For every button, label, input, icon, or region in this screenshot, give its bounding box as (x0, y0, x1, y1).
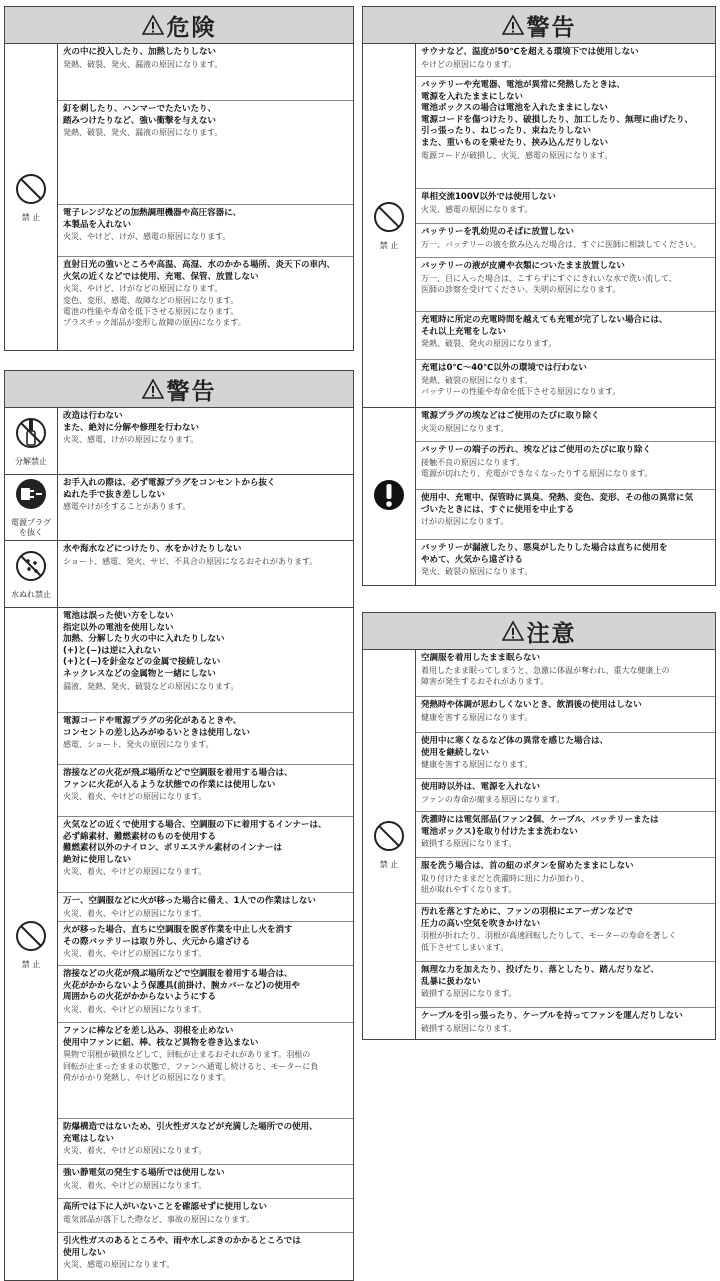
hazard-description: 健康を害する原因になります。 (421, 712, 533, 722)
hazard-heading: 本製品を入れない (63, 219, 132, 230)
hazard-heading: 単相交流100V以外では使用しない (421, 192, 556, 202)
hazard-heading: バッテリーの液が皮膚や衣類についたまま放置しない (421, 261, 625, 271)
hazard-description: 荷がかかり発熱し、やけどの原因になります。 (63, 1073, 231, 1082)
hazard-item (58, 1022, 353, 1118)
hazard-heading: 火の中に投入したり、加熱したりしない (63, 47, 217, 57)
hazard-heading: それ以上充電をしない (421, 326, 507, 337)
hazard-description: 電源が切れたり、充電ができなくなったりする原因になります。 (421, 469, 653, 478)
hazard-heading: 使用中ファンに紐、棒、枝など異物を巻き込まない (63, 1037, 259, 1048)
warning-triangle-icon (142, 378, 164, 400)
hazard-description: 健康を害する原因になります。 (421, 760, 533, 770)
hazard-item (416, 696, 715, 732)
hazard-heading: 踏みつけたりなど、強い衝撃を与えない (63, 115, 216, 126)
group-items (58, 541, 353, 607)
hazard-heading: 使用しない (63, 1247, 106, 1258)
hazard-group (5, 408, 353, 474)
hazard-heading: 服を洗う場合は、首の紐のボタンを留めたままにしない (421, 861, 634, 871)
hazard-heading: 電池ボックス)を取り付けたまま洗わない (421, 826, 578, 837)
hazard-heading: 溶接などの火花が飛ぶ場所などで空調服を着用する場合は、 (63, 969, 293, 979)
hazard-description: 発熱、破裂、発火、漏液の原因になります。 (63, 59, 223, 69)
hazard-description: プラスチック部品が変形し故障の原因になります。 (63, 318, 246, 328)
hazard-heading: 乱暴に扱わない (421, 976, 481, 987)
hazard-heading: バッテリーの端子の汚れ、埃などはご使用のたびに取り除く (421, 445, 652, 455)
hazard-heading: 直射日光の強いところや高温、高湿、水のかかる場所、炎天下の車内、 (63, 260, 336, 270)
caution-section (362, 650, 716, 1040)
hazard-item (416, 961, 715, 1007)
hazard-heading: ネックレスなどの金属物と一緒にしない (63, 668, 216, 679)
group-icon-cell (363, 650, 416, 1039)
hazard-heading: 火が移った場合、直ちに空調服を脱ぎ作業を中止し火を消す (63, 925, 293, 935)
hazard-item (416, 489, 715, 539)
hazard-description: 変色、変形、感電、故障などの原因になります。 (63, 295, 239, 305)
hazard-item (58, 1118, 353, 1164)
hazard-heading: 釘を刺したり、ハンマーでたたいたり、 (63, 104, 217, 114)
hazard-description: 発火、破裂の原因になります。 (421, 567, 533, 577)
danger-header (4, 6, 354, 44)
hazard-description: 火災、やけど、けが、感電の原因になります。 (63, 232, 231, 242)
hazard-heading: 電源コードを傷つけたり、破損したり、加工したり、無理に曲げたり、 (421, 114, 694, 125)
icon-caption: 禁 止 (21, 959, 41, 969)
hazard-description: 羽根が折れたり、羽根が高速回転したりして、モーターの寿命を著しく (421, 931, 677, 941)
hazard-description: 着用したまま眠ってしまうと、急激に体温が奪われ、重大な健康上の (421, 665, 670, 675)
group-icon-cell (5, 475, 58, 540)
left-column (4, 6, 354, 1281)
group-icon-cell (5, 608, 58, 1280)
group-items (416, 44, 715, 407)
hazard-heading: お手入れの際は、必ず電源プラグをコンセントから抜く (63, 478, 276, 488)
prohibited-icon (372, 200, 406, 238)
hazard-description: 紐が取れやすくなります。 (421, 885, 517, 894)
prohibited-icon (14, 172, 48, 210)
hazard-description: ファンの寿命が縮まる原因になります。 (421, 794, 565, 804)
hazard-description: 回転が止まったままの状態で、ファンへ通電し続けると、モーターに負 (63, 1061, 319, 1071)
caution-header (362, 612, 716, 650)
hazard-description: 火災、感電の原因になります。 (421, 204, 533, 214)
hazard-heading: バッテリーを乳幼児のそばに放置しない (421, 227, 575, 237)
hazard-item (58, 712, 353, 764)
prohibited-icon (372, 819, 406, 857)
hazard-description: 火災、感電の原因になります。 (63, 1260, 175, 1270)
hazard-description: 取り付けたままだと洗濯時に紐に力が加わり、 (421, 873, 589, 883)
group-items (58, 44, 353, 350)
hazard-description: 破損する原因になります。 (421, 989, 517, 999)
hazard-heading: 圧力の高い空気を吹きかけない (421, 918, 541, 929)
group-icon-cell (363, 408, 416, 585)
hazard-heading: 電池は誤った使い方をしない (63, 611, 174, 621)
hazard-description: 火災、着火、やけどの原因になります。 (63, 949, 207, 959)
hazard-description: 感電、ショート、発火の原因になります。 (63, 740, 214, 750)
hazard-description: 電池の性能や寿命を低下させる原因になります。 (63, 307, 239, 316)
warning-triangle-icon (502, 14, 524, 36)
hazard-description: 火災の原因になります。 (421, 423, 509, 433)
group-items (58, 608, 353, 1280)
hazard-heading: 強い静電気の発生する場所では使用しない (63, 1168, 225, 1178)
hazard-description: 発熱、破裂、発火、漏液の原因になります。 (63, 128, 223, 138)
hazard-heading: 絶対に使用しない (63, 854, 132, 865)
hazard-item (58, 44, 353, 100)
hazard-heading: また、絶対に分解や修理を行わない (63, 422, 200, 433)
hazard-heading: (+)と(−)を針金などの金属で接続しない (63, 657, 221, 668)
warning-right-title: 警告 (526, 14, 577, 41)
hazard-description: 万一、バッテリーの液を飲み込んだ場合は、すぐに医師に相談してください。 (421, 239, 701, 249)
hazard-group (5, 540, 353, 607)
hazard-item (58, 1232, 353, 1280)
hazard-item (58, 408, 353, 474)
hazard-description: 感電やけがをすることがあります。 (63, 502, 191, 512)
hazard-heading: サウナなど、温度が50℃を超える環境下では使用しない (421, 47, 639, 57)
hazard-heading: ぬれた手で抜き差ししない (63, 489, 166, 500)
hazard-description: 電源コードが破損し、火災、感電の原因になります。 (421, 150, 613, 160)
hazard-item (58, 816, 353, 892)
hazard-heading: コンセントの差し込みがゆるいときは使用しない (63, 727, 251, 738)
hazard-description: 火災、着火、やけどの原因になります。 (63, 1146, 207, 1156)
hazard-item (58, 475, 353, 540)
warning-right-header (362, 6, 716, 44)
hazard-heading: また、重いものを乗せたり、挟み込んだりしない (421, 137, 609, 148)
group-icon-cell (5, 541, 58, 607)
hazard-heading: 充電は0℃〜40℃以外の環境では行わない (421, 363, 587, 373)
danger-title: 危険 (166, 14, 217, 41)
hazard-item (416, 778, 715, 811)
hazard-heading: 電子レンジなどの加熱調理機器や高圧容器に、 (63, 208, 242, 218)
unplug-icon (14, 477, 48, 515)
hazard-heading: 発熱時や体調が思わしくないとき、飲酒後の使用はしない (421, 700, 642, 710)
hazard-description: 火災、着火、やけどの原因になります。 (63, 1180, 207, 1190)
danger-section (4, 44, 354, 351)
hazard-item (416, 188, 715, 223)
hazard-heading: 周囲からの火花がかからないようにする (63, 992, 217, 1003)
hazard-description: ショート、感電、発火、サビ、不具合の原因になるおそれがあります。 (63, 556, 318, 566)
hazard-description: 低下させてしまいます。 (421, 942, 509, 952)
hazard-heading: 引火性ガスのあるところや、雨や水しぶきのかかるところでは (63, 1236, 301, 1246)
hazard-heading: その際バッテリーは取り外し、火元から遠ざける (63, 936, 251, 947)
hazard-description: 火災、着火、やけどの原因になります。 (63, 1004, 207, 1014)
hazard-heading: 使用中、充電中、保管時に異臭、発熱、変色、変形、その他の異常に気 (421, 493, 694, 503)
hazard-heading: 火気などの近くで使用する場合、空調服の下に着用するインナーは、 (63, 820, 327, 830)
hazard-item (416, 732, 715, 778)
group-icon-cell (363, 44, 416, 407)
hazard-item (416, 650, 715, 696)
hazard-item (58, 608, 353, 712)
hazard-item (416, 311, 715, 359)
hazard-description: 異物で羽根が破損などして、回転が止まるおそれがあります。羽根の (63, 1050, 311, 1060)
hazard-heading: 充電時に所定の充電時間を越えても充電が完了しない場合には、 (421, 315, 668, 325)
hazard-description: 電気部品が落下した際など、事故の原因になります。 (63, 1214, 255, 1224)
hazard-description: 発熱、破裂の原因になります。 (421, 375, 533, 385)
hazard-item (416, 44, 715, 76)
hazard-description: やけどの原因になります。 (421, 59, 517, 69)
hazard-group (363, 407, 715, 585)
hazard-heading: ケーブルを引っ張ったり、ケーブルを持ってファンを運んだりしない (421, 1011, 683, 1021)
hazard-heading: 必ず綿素材、難燃素材のものを使用する (63, 831, 217, 842)
icon-caption: 禁 止 (379, 860, 399, 869)
hazard-description: 破損する原因になります。 (421, 1023, 517, 1033)
hazard-heading: 防爆構造ではないため、引火性ガスなどが充満した場所での使用、 (63, 1122, 318, 1132)
hazard-description: 漏液、発熱、発火、破裂などの原因になります。 (63, 681, 239, 691)
hazard-heading: 充電はしない (63, 1133, 115, 1144)
hazard-description: 火災、感電、けがの原因になります。 (63, 435, 199, 445)
hazard-item (416, 1007, 715, 1039)
hazard-heading: 火気の近くなどでは使用、充電、保管、放置しない (63, 271, 259, 282)
hazard-heading: 高所では下に人がいないことを確認せずに使用しない (63, 1202, 268, 1212)
hazard-heading: 改造は行わない (63, 411, 123, 421)
right-column (362, 6, 716, 1040)
prohibited-icon (14, 919, 48, 957)
no-water-icon (14, 549, 48, 587)
hazard-heading: やめて、火気から遠ざける (421, 554, 523, 565)
hazard-group (5, 607, 353, 1280)
hazard-heading: ファンに火花が入るような状態での作業には使用しない (63, 779, 276, 790)
hazard-heading: 使用を継続しない (421, 747, 490, 758)
group-items (416, 650, 715, 1039)
hazard-item (58, 1198, 353, 1232)
hazard-description: 火災、着火、やけどの原因になります。 (63, 908, 207, 918)
hazard-description: 医師の診察を受けてください。失明の原因になります。 (421, 285, 621, 294)
hazard-item (58, 541, 353, 607)
hazard-heading: 空調服を着用したまま眠らない (421, 653, 541, 663)
warning-left-section (4, 408, 354, 1281)
hazard-item (58, 764, 353, 816)
hazard-heading: 電源コードや電源プラグの劣化があるときや、 (63, 716, 242, 726)
hazard-heading: 引っ張ったり、ねじったり、束ねたりしない (421, 126, 592, 137)
group-items (58, 408, 353, 474)
hazard-heading: 水や海水などにつけたり、水をかけたりしない (63, 544, 242, 554)
hazard-item (416, 257, 715, 311)
hazard-heading: 使用時以外は、電源を入れない (421, 782, 541, 792)
icon-caption: 禁 止 (21, 212, 41, 222)
warning-left-title: 警告 (166, 378, 217, 405)
hazard-group (5, 474, 353, 540)
hazard-heading: 万一、空調服などに火が移った場合に備え、1人での作業はしない (63, 896, 316, 906)
hazard-description: 火災、着火、やけどの原因になります。 (63, 867, 207, 877)
hazard-heading: 無理な力を加えたり、投げたり、落としたり、踏んだりなど、 (421, 965, 660, 975)
hazard-item (416, 359, 715, 407)
hazard-heading: バッテリーが漏液したり、悪臭がしたりした場合は直ちに使用を (421, 543, 668, 553)
warning-right-section (362, 44, 716, 586)
hazard-heading: 電池ボックスの場合は電池を入れたままにしない (421, 103, 608, 114)
hazard-item (416, 539, 715, 585)
hazard-description: 破損する原因になります。 (421, 839, 517, 849)
warning-triangle-icon (142, 14, 164, 36)
group-items (58, 475, 353, 540)
hazard-heading: 電源プラグの埃などはご使用のたびに取り除く (421, 411, 600, 421)
hazard-description: 火災、着火、やけどの原因になります。 (63, 792, 207, 802)
hazard-item (416, 76, 715, 188)
group-icon-cell (5, 408, 58, 474)
hazard-item (58, 256, 353, 350)
hazard-item (416, 903, 715, 961)
hazard-heading: 汚れを落とすために、ファンの羽根にエアーガンなどで (421, 907, 633, 917)
hazard-heading: 溶接などの火花が飛ぶ場所などで空調服を着用する場合は、 (63, 768, 293, 778)
no-disassembly-icon (14, 416, 48, 454)
hazard-heading: ファンに棒などを差し込み、羽根を止めない (63, 1026, 234, 1036)
hazard-heading: 使用中に寒くなるなど体の異常を感じた場合は、 (421, 736, 609, 746)
hazard-heading: 難燃素材以外のナイロン、ポリエステル素材のインナーは (63, 843, 282, 854)
hazard-heading: バッテリーや充電器、電池が異常に発熱したときは、 (421, 80, 626, 90)
hazard-group (363, 650, 715, 1039)
hazard-item (416, 857, 715, 903)
hazard-heading: 洗濯時には電気部品(ファン2個、ケーブル、バッテリーまたは (421, 815, 659, 825)
caution-title: 注意 (526, 620, 577, 647)
hazard-item (58, 100, 353, 204)
group-icon-cell (5, 44, 58, 350)
icon-caption: 分解禁止 (15, 456, 47, 466)
hazard-description: 発熱、破裂、発火の原因になります。 (421, 339, 557, 349)
hazard-group (363, 44, 715, 407)
hazard-item (416, 223, 715, 257)
hazard-description: バッテリーの性能や寿命を低下させる原因になります。 (421, 387, 621, 396)
hazard-item (58, 1164, 353, 1198)
hazard-item (58, 921, 353, 965)
hazard-item (416, 811, 715, 857)
hazard-heading: 電源を入れたままにしない (421, 91, 524, 102)
hazard-heading: (+)と(−)は逆に入れない (63, 645, 161, 656)
hazard-item (416, 408, 715, 441)
hazard-heading: 火花がかからないよう保護具(前掛け、腕カバーなど)の使用や (63, 980, 300, 991)
hazard-item (416, 441, 715, 489)
mandatory-icon (372, 478, 406, 516)
hazard-description: 接触不良の原因になります。 (421, 457, 525, 467)
hazard-description: 万一、目に入った場合は、こすらずにすぐにきれいな水で洗い流して、 (421, 273, 677, 283)
hazard-group (5, 44, 353, 350)
icon-caption: 電源プラグ を抜く (11, 518, 51, 537)
hazard-description: 障害が発生するおそれがあります。 (421, 677, 549, 686)
group-items (416, 408, 715, 585)
warning-triangle-icon (502, 620, 524, 642)
hazard-description: 火災、やけど、けがなどの原因になります。 (63, 284, 223, 294)
hazard-heading: 指定以外の電池を使用しない (63, 622, 174, 633)
warning-left-header (4, 370, 354, 408)
hazard-item (58, 965, 353, 1022)
icon-caption: 水ぬれ禁止 (11, 589, 51, 599)
hazard-item (58, 204, 353, 256)
hazard-description: けがの原因になります。 (421, 517, 509, 527)
icon-caption: 禁 止 (379, 241, 399, 250)
hazard-heading: づいたときには、すぐに使用を中止する (421, 504, 575, 515)
hazard-heading: 加熱、分解したり火の中に入れたりしない (63, 634, 225, 645)
hazard-item (58, 892, 353, 921)
